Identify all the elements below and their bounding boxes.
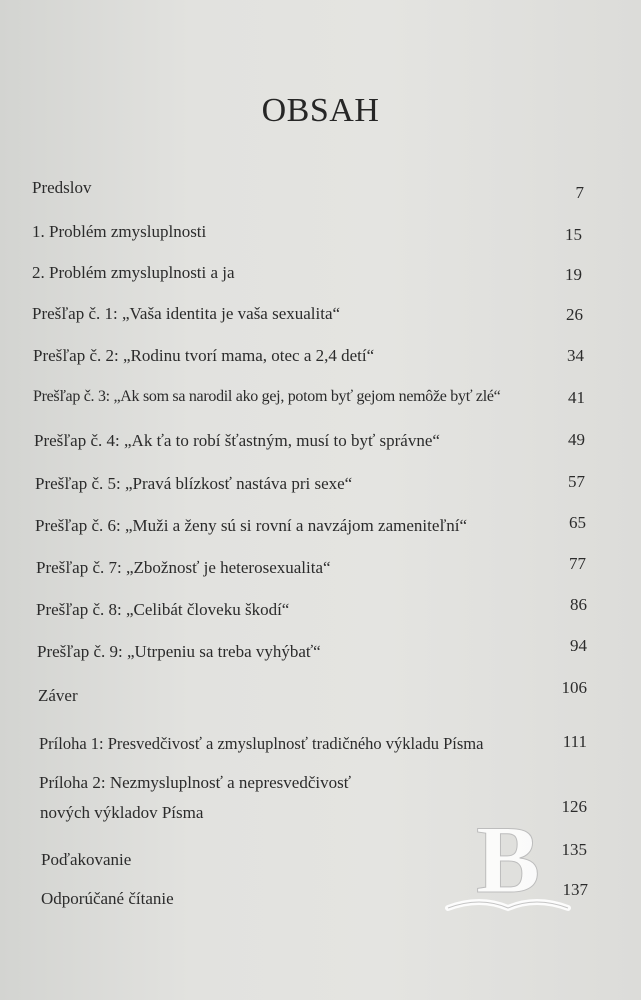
- toc-entry-title: Predslov: [32, 178, 92, 197]
- toc-entry-preslap-3: [0, 388, 641, 428]
- toc-entry-title: Odporúčané čítanie: [41, 889, 174, 908]
- toc-entry-chapter-1: [0, 222, 641, 262]
- toc-entry-page: 94: [570, 636, 587, 655]
- toc-entry-preslap-1: [0, 304, 641, 344]
- toc-entry-page: 137: [562, 880, 588, 899]
- toc-entry-title: Prešľap č. 6: „Muži a ženy sú si rovní a navzájom zameniteľní“: [35, 516, 468, 535]
- toc-entry-page: 7: [575, 183, 584, 202]
- page-title: OBSAH: [261, 92, 380, 129]
- toc-entry-preslap-6: [0, 513, 641, 556]
- toc-entry-title: Poďakovanie: [41, 850, 132, 869]
- toc-entry-zaver: [0, 678, 641, 726]
- toc-entry-page: 34: [567, 346, 584, 365]
- toc-entry-page: 126: [561, 797, 587, 816]
- toc-entry-title: Prešľap č. 4: „Ak ťa to robí šťastným, musí to byť správne“: [34, 431, 440, 450]
- watermark-logo: [440, 810, 590, 920]
- toc-entry-page: 15: [565, 225, 582, 244]
- toc-entry-page: 49: [568, 430, 585, 449]
- toc-entry-title: Príloha 1: Presvedčivosť a zmysluplnosť tradičného výkladu Písma: [39, 734, 484, 753]
- toc-entry-preslap-4: [0, 431, 641, 471]
- toc-entry-title-line-2: nových výkladov Písma: [40, 803, 204, 822]
- toc-entry-page: 41: [568, 388, 585, 407]
- toc-entry-title: Prešľap č. 9: „Utrpeniu sa treba vyhýbať“: [37, 642, 321, 661]
- toc-entry-title: 2. Problém zmysluplnosti a ja: [32, 263, 235, 282]
- toc-entry-title: Prešľap č. 1: „Vaša identita je vaša sexualita“: [32, 304, 341, 323]
- toc-entry-priloha-1: [0, 734, 641, 774]
- toc-entry-title-line-1: Príloha 2: Nezmysluplnosť a nepresvedčivosť: [39, 773, 351, 792]
- toc-entry-page: 65: [569, 513, 586, 532]
- toc-entry-predslov: [0, 178, 641, 218]
- toc-entry-page: 19: [565, 265, 582, 284]
- toc-entry-title: Prešľap č. 3: „Ak som sa narodil ako gej, potom byť gejom nemôže byť zlé“: [33, 388, 501, 405]
- toc-entry-preslap-2: [0, 346, 641, 386]
- toc-entry-title: 1. Problém zmysluplnosti: [32, 222, 207, 241]
- toc-entry-title: Prešľap č. 7: „Zbožnosť je heterosexualita“: [36, 558, 331, 577]
- toc-entry-title: Prešľap č. 2: „Rodinu tvorí mama, otec a 2,4 detí“: [33, 346, 375, 365]
- toc-entry-title: Prešľap č. 5: „Pravá blízkosť nastáva pri sexe“: [35, 474, 353, 493]
- toc-entry-page: 106: [561, 678, 587, 697]
- toc-entry-page: 26: [566, 305, 583, 324]
- toc-entry-preslap-9: [0, 636, 641, 682]
- toc-entry-page: 111: [562, 732, 587, 751]
- toc-entry-title: Prešľap č. 8: „Celibát človeku škodí“: [36, 600, 290, 619]
- toc-entry-page: 57: [568, 472, 585, 491]
- toc-entry-preslap-7: [0, 554, 641, 598]
- toc-entry-preslap-5: [0, 474, 641, 514]
- toc-entry-title: Záver: [38, 686, 78, 705]
- toc-entry-chapter-2: [0, 263, 641, 303]
- watermark-letter: B: [475, 810, 541, 913]
- toc-entry-page: 86: [570, 595, 587, 614]
- toc-entry-page: 135: [561, 840, 587, 859]
- toc-entry-page: 77: [569, 554, 586, 573]
- toc-entry-preslap-8: [0, 595, 641, 640]
